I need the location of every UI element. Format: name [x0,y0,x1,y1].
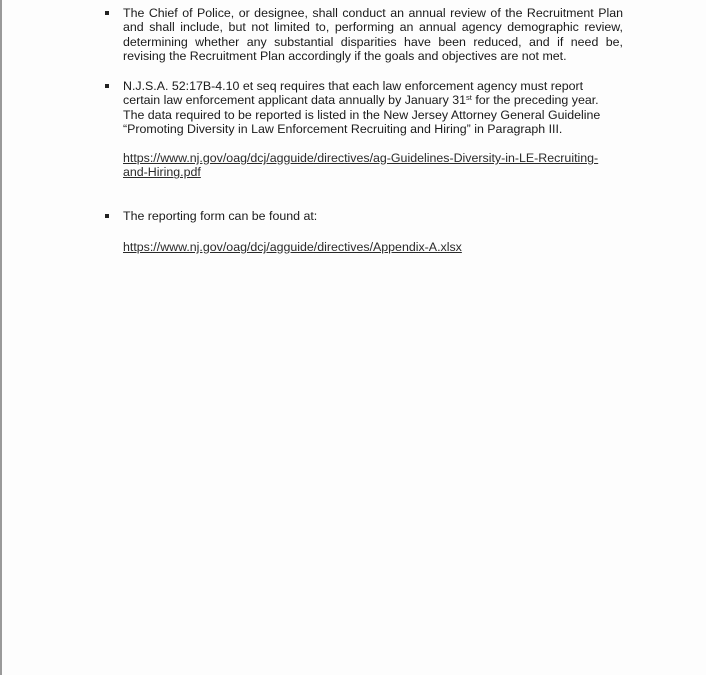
link-line[interactable]: and-Hiring.pdf [123,165,201,180]
guideline-link[interactable] [123,151,623,180]
text-line: determining whether any substantial disparities have been reduced, and if need be, [123,34,623,49]
text-line: The Chief of Police, or designee, shall conduct an annual review of the Recruitment Plan [123,6,623,20]
text-segment: certain law enforcement applicant data annually by January 31 [123,93,467,108]
text-line: The data required to be reported is listed in the New Jersey Attorney General Guideline [123,107,601,122]
superscript: st [466,93,472,103]
text-line: The reporting form can be found at: [123,209,318,223]
bullet-marker [105,84,109,88]
bullet-annual-review [123,6,623,64]
link-line[interactable]: https://www.nj.gov/oag/dcj/agguide/directives/Appendix-A.xlsx [123,240,462,254]
text-segment: for the preceding year. [471,93,599,108]
bullet-marker [105,11,109,15]
text-line: N.J.S.A. 52:17B-4.10 et seq requires that each law enforcement agency must report [123,79,584,93]
bullet-marker [105,214,109,218]
bullet-njsa-reporting [123,79,623,137]
text-line: revising the Recruitment Plan accordingly if the goals and objectives are not met. [123,49,567,64]
text-line [123,93,623,107]
document-page [2,0,706,675]
appendix-link[interactable] [123,240,623,254]
text-line: “Promoting Diversity in Law Enforcement Recruiting and Hiring” in Paragraph III. [123,122,563,137]
link-line[interactable]: https://www.nj.gov/oag/dcj/agguide/directives/ag-Guidelines-Diversity-in-LE-Recruiting- [123,151,599,165]
text-line: and shall include, but not limited to, performing an annual agency demographic review, [123,20,623,35]
bullet-reporting-form [123,209,623,223]
